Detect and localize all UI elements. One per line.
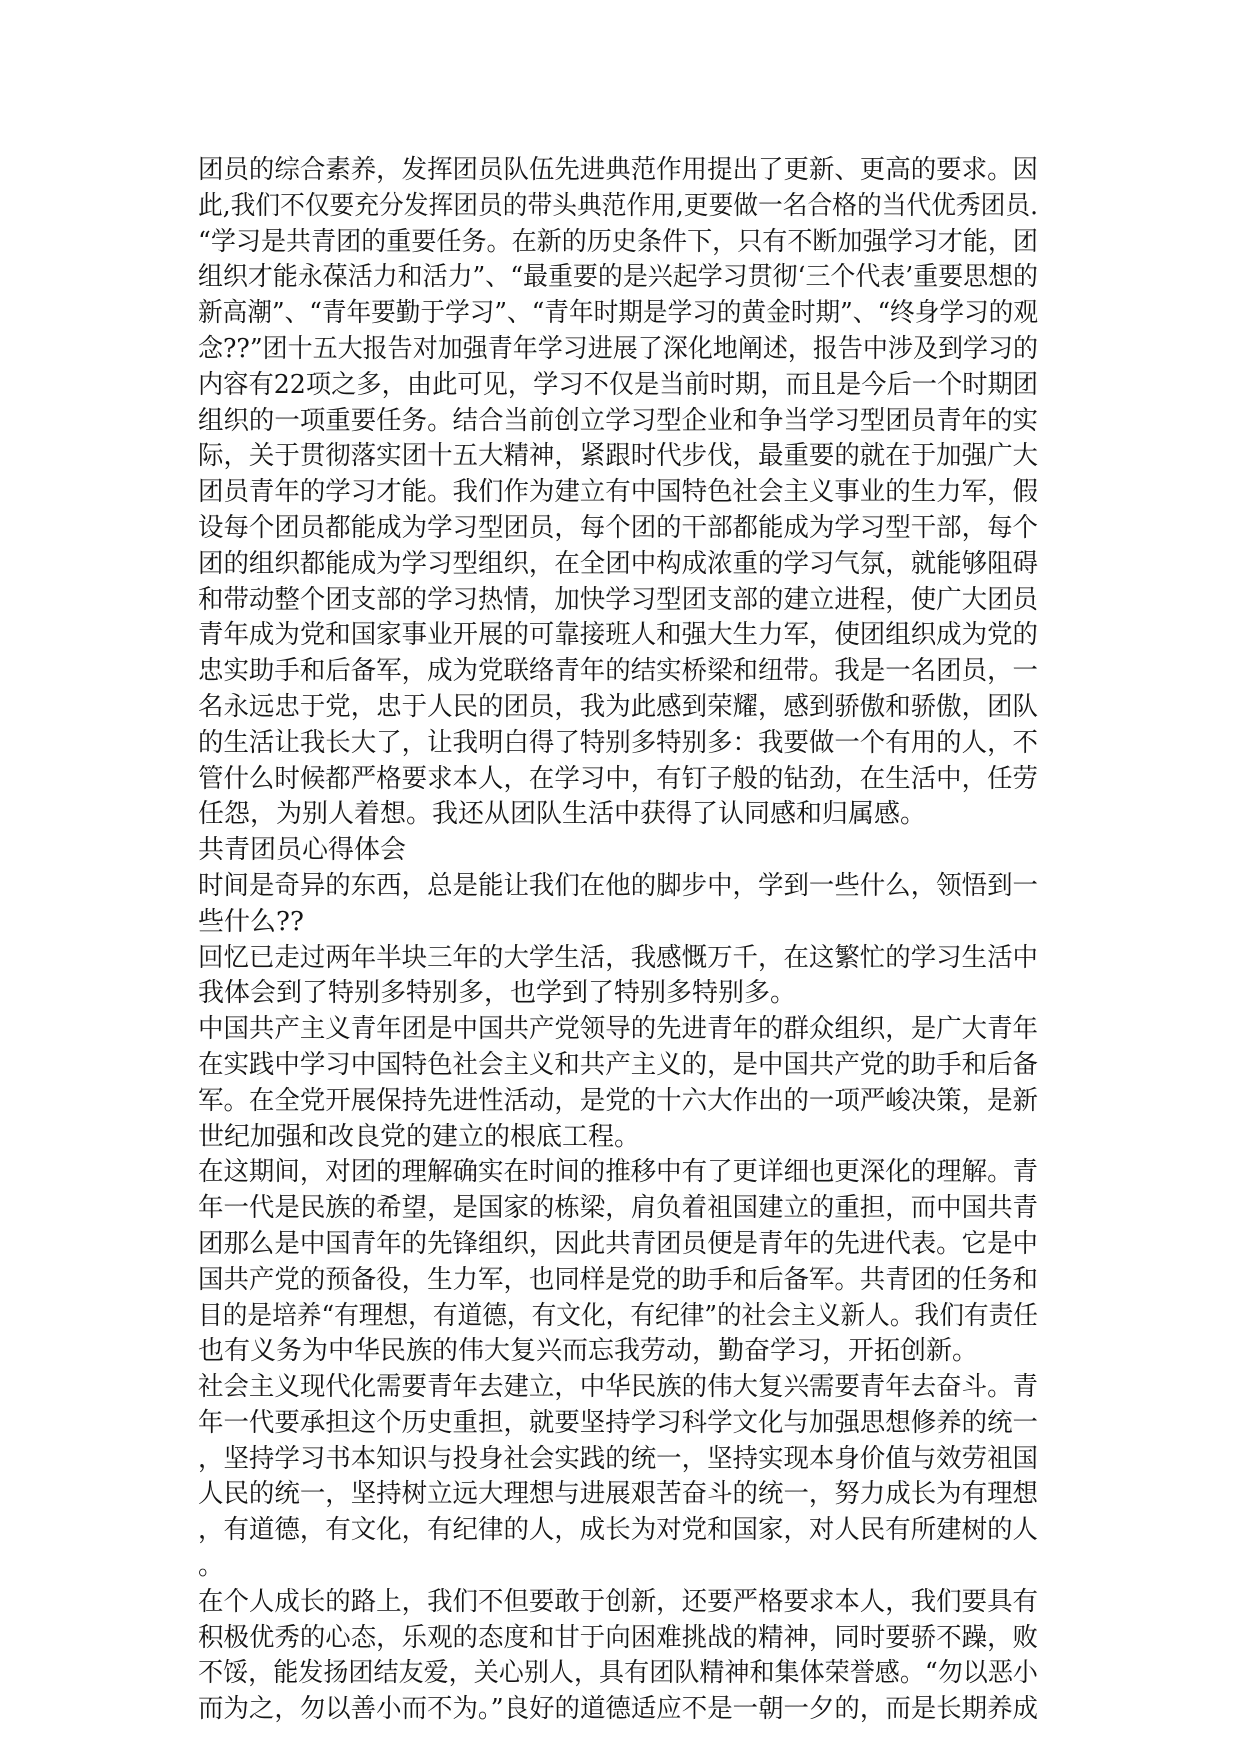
text-line: 内容有22项之多，由此可见，学习不仅是当前时期，而且是今后一个时期团 <box>198 369 1038 400</box>
text-line: 新高潮”、“青年要勤于学习”、“青年时期是学习的黄金时期”、“终身学习的观 <box>198 298 1038 329</box>
text-line: 些什么?? <box>198 906 304 937</box>
text-line: 的生活让我长大了，让我明白得了特别多特别多：我要做一个有用的人，不 <box>198 727 1038 758</box>
text-line: 。 <box>198 1551 225 1582</box>
document-body-text <box>198 153 1038 1728</box>
text-line: 年一代要承担这个历史重担，就要坚持学习科学文化与加强思想修养的统一 <box>198 1407 1038 1438</box>
text-line: “学习是共青团的重要任务。在新的历史条件下，只有不断加强学习才能，团 <box>198 226 1038 257</box>
text-line: 人民的统一，坚持树立远大理想与进展艰苦奋斗的统一，努力成长为有理想 <box>198 1479 1038 1510</box>
text-line: 国共产党的预备役，生力军，也同样是党的助手和后备军。共青团的任务和 <box>198 1264 1038 1295</box>
text-line: 际，关于贯彻落实团十五大精神，紧跟时代步伐，最重要的就在于加强广大 <box>198 441 1038 472</box>
section-heading: 共青团员心得体会 <box>198 835 407 866</box>
text-line: 组织才能永葆活力和活力”、“最重要的是兴起学习贯彻‘三个代表’重要思想的 <box>198 262 1038 293</box>
text-line: 忠实助手和后备军，成为党联络青年的结实桥梁和纽带。我是一名团员，一 <box>198 656 1038 687</box>
text-line: 在个人成长的路上，我们不但要敢于创新，还要严格要求本人，我们要具有 <box>198 1586 1038 1617</box>
text-line: 积极优秀的心态，乐观的态度和甘于向困难挑战的精神，同时要骄不躁，败 <box>198 1622 1038 1653</box>
text-line: 团员的综合素养，发挥团员队伍先进典范作用提出了更新、更高的要求。因 <box>198 155 1038 185</box>
text-line: 军。在全党开展保持先进性活动，是党的十六大作出的一项严峻决策，是新 <box>198 1085 1038 1116</box>
text-line: 任怨，为别人着想。我还从团队生活中获得了认同感和归属感。 <box>198 799 927 830</box>
text-line: 此,我们不仅要充分发挥团员的带头典范作用,更要做一名合格的当代优秀团员. <box>198 190 1038 221</box>
text-line: 回忆已走过两年半块三年的大学生活，我感慨万千，在这繁忙的学习生活中 <box>198 942 1038 973</box>
text-line: 组织的一项重要任务。结合当前创立学习型企业和争当学习型团员青年的实 <box>198 405 1038 436</box>
text-line: 团的组织都能成为学习型组织，在全团中构成浓重的学习气氛，就能够阻碍 <box>198 548 1038 579</box>
text-line: 世纪加强和改良党的建立的根底工程。 <box>198 1121 641 1152</box>
text-line: 团员青年的学习才能。我们作为建立有中国特色社会主义事业的生力军，假 <box>198 477 1038 508</box>
text-line: 团那么是中国青年的先锋组织，因此共青团员便是青年的先进代表。它是中 <box>198 1228 1038 1259</box>
text-line: 和带动整个团支部的学习热情，加快学习型团支部的建立进程，使广大团员 <box>198 584 1038 615</box>
text-line: 青年成为党和国家事业开展的可靠接班人和强大生力军，使团组织成为党的 <box>198 620 1038 651</box>
text-line: 中国共产主义青年团是中国共产党领导的先进青年的群众组织，是广大青年 <box>198 1014 1038 1045</box>
text-line: 在这期间，对团的理解确实在时间的推移中有了更详细也更深化的理解。青 <box>198 1157 1038 1188</box>
text-line: 名永远忠于党，忠于人民的团员，我为此感到荣耀，感到骄傲和骄傲，团队 <box>198 691 1038 722</box>
text-line: 目的是培养“有理想，有道德，有文化，有纪律”的社会主义新人。我们有责任 <box>198 1300 1038 1331</box>
text-line: 我体会到了特别多特别多，也学到了特别多特别多。 <box>198 978 797 1009</box>
text-line: 社会主义现代化需要青年去建立，中华民族的伟大复兴需要青年去奋斗。青 <box>198 1372 1038 1403</box>
text-line: 不馁，能发扬团结友爱，关心别人，具有团队精神和集体荣誉感。“勿以恶小 <box>198 1658 1038 1689</box>
text-line: 也有义务为中华民族的伟大复兴而忘我劳动，勤奋学习，开拓创新。 <box>198 1336 979 1367</box>
text-line: ，有道德，有文化，有纪律的人，成长为对党和国家，对人民有所建树的人 <box>198 1515 1038 1546</box>
text-line: 念??”团十五大报告对加强青年学习进展了深化地阐述，报告中涉及到学习的 <box>198 333 1038 364</box>
text-line: ，坚持学习书本知识与投身社会实践的统一，坚持实现本身价值与效劳祖国 <box>198 1443 1038 1474</box>
text-line: 在实践中学习中国特色社会主义和共产主义的，是中国共产党的助手和后备 <box>198 1049 1038 1080</box>
text-line: 管什么时候都严格要求本人，在学习中，有钉子般的钻劲，在生活中，任劳 <box>198 763 1038 794</box>
text-line: 设每个团员都能成为学习型团员，每个团的干部都能成为学习型干部，每个 <box>198 512 1038 543</box>
text-line: 而为之，勿以善小而不为。”良好的道德适应不是一朝一夕的，而是长期养成 <box>198 1694 1038 1725</box>
text-line: 年一代是民族的希望，是国家的栋梁，肩负着祖国建立的重担，而中国共青 <box>198 1193 1038 1224</box>
text-line: 时间是奇异的东西，总是能让我们在他的脚步中，学到一些什么，领悟到一 <box>198 870 1038 901</box>
